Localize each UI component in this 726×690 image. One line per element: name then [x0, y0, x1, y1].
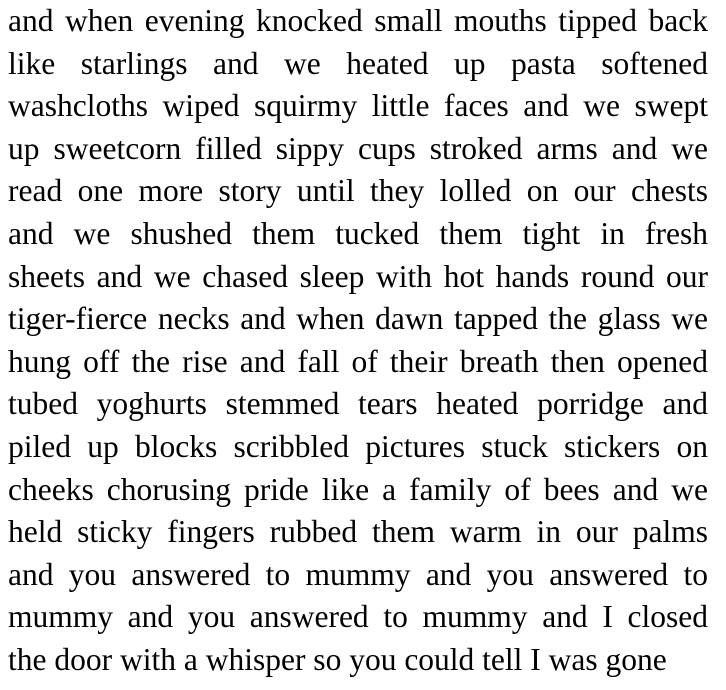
poem-line-4: up sweetcorn filled sippy cups stroked arms and we [8, 130, 708, 166]
poem-line-9: hung off the rise and fall of their breath then opened [8, 343, 708, 379]
poem-line-10: tubed yoghurts stemmed tears heated porridge and [8, 386, 708, 422]
poem-line-2: like starlings and we heated up pasta softened [8, 45, 708, 81]
poem-line-3: washcloths wiped squirmy little faces and we swept [8, 88, 708, 124]
poem-line-15: mummy and you answered to mummy and I closed [8, 599, 708, 635]
poem-line-1: and when evening knocked small mouths tipped back [8, 3, 708, 38]
poem-text-block [8, 0, 708, 682]
poem-line-11: piled up blocks scribbled pictures stuck stickers on [8, 428, 708, 464]
poem-line-7: sheets and we chased sleep with hot hands round our [8, 258, 708, 294]
poem-line-14: and you answered to mummy and you answered to [8, 556, 708, 592]
poem-line-12: cheeks chorusing pride like a family of bees and we [8, 471, 708, 507]
poem-line-5: read one more story until they lolled on our chests [8, 173, 708, 209]
poem-line-13: held sticky fingers rubbed them warm in our palms [8, 514, 708, 550]
poem-line-8: tiger-fierce necks and when dawn tapped the glass we [8, 301, 708, 337]
poem-line-16: the door with a whisper so you could tell I was gone [8, 641, 667, 677]
poem-line-6: and we shushed them tucked them tight in fresh [8, 215, 708, 251]
